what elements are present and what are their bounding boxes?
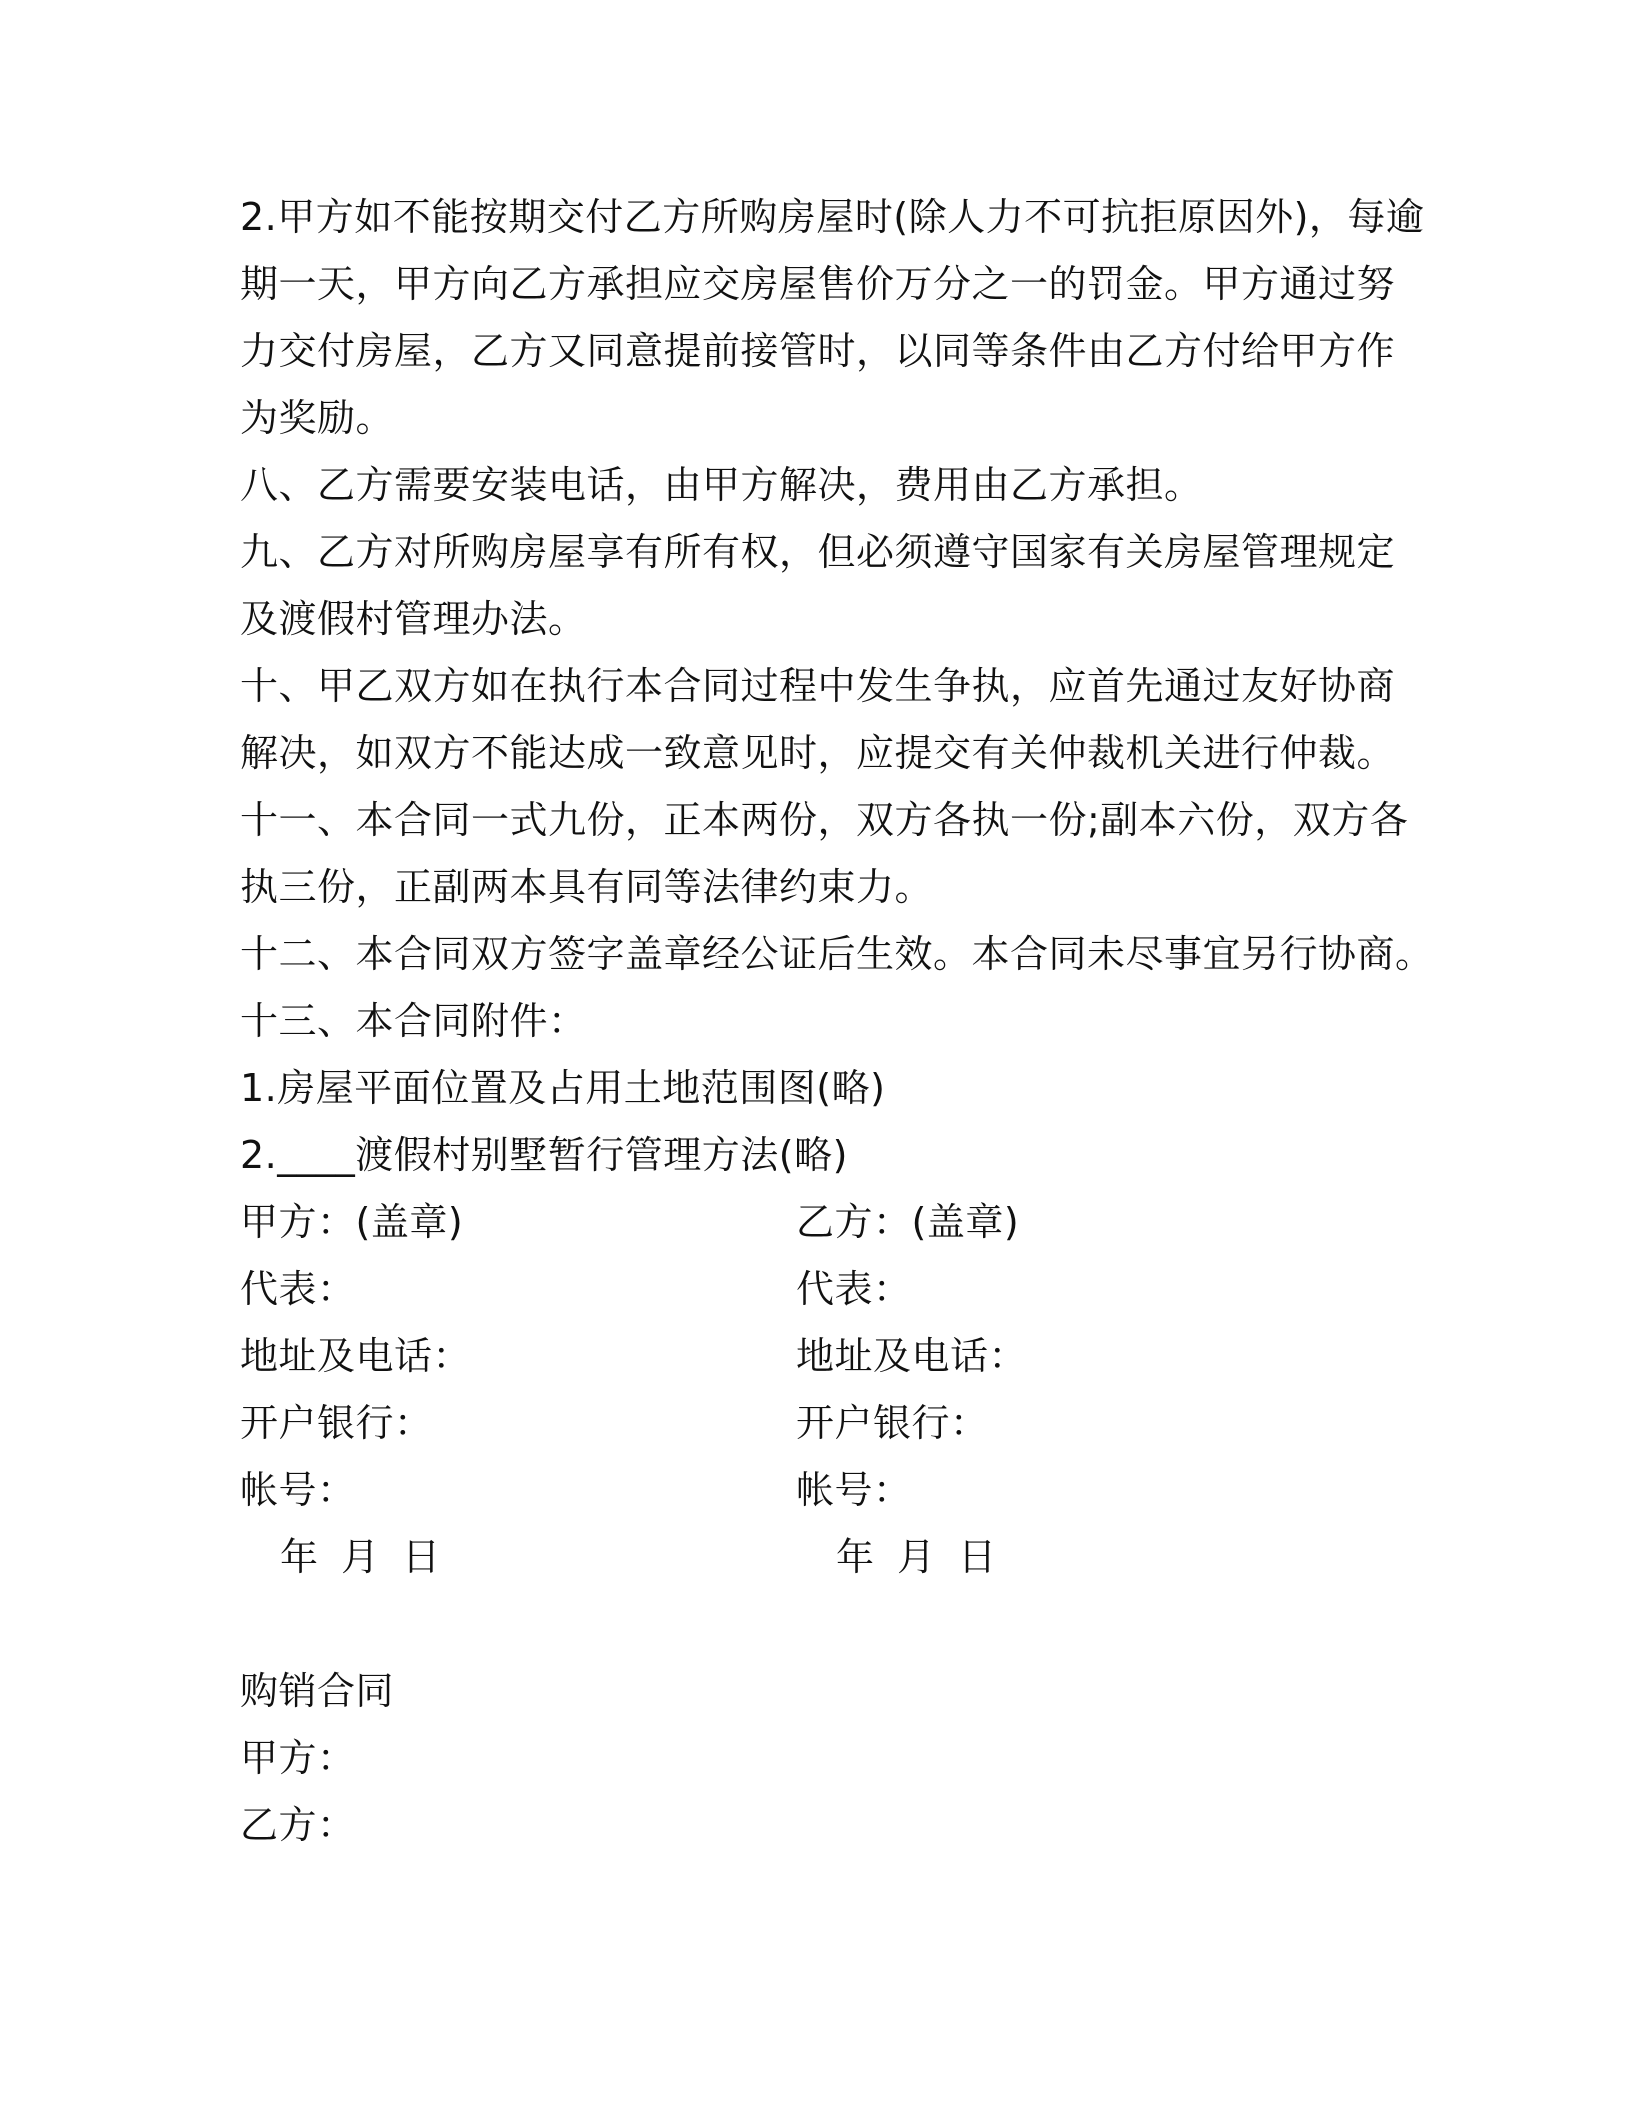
clause-11-cont: 执三份，正副两本具有同等法律约束力。 [240, 865, 934, 909]
party-b-representative: 代表： [796, 1267, 912, 1311]
signature-address-row [240, 1323, 1390, 1390]
section-spacer [240, 1591, 1390, 1658]
party-b-account: 帐号： [796, 1468, 912, 1512]
clause-9-cont: 及渡假村管理办法。 [240, 597, 587, 641]
clause-10: 十、甲乙双方如在执行本合同过程中发生争执，应首先通过友好协商 [240, 664, 1396, 708]
signature-date-row [240, 1524, 1390, 1591]
party-b-date: 年 月 日 [836, 1535, 997, 1579]
signature-account-row [240, 1457, 1390, 1524]
party-a-representative: 代表： [240, 1267, 356, 1311]
party-b-address-phone: 地址及电话： [796, 1334, 1028, 1378]
paragraph-line: 为奖励。 [240, 396, 395, 440]
next-contract-party-a: 甲方： [240, 1736, 356, 1780]
party-a-seal: 甲方：(盖章) [240, 1200, 464, 1244]
clause-13: 十三、本合同附件： [240, 999, 587, 1043]
clause-11: 十一、本合同一式九份，正本两份，双方各执一份;副本六份，双方各 [240, 798, 1409, 842]
party-a-date: 年 月 日 [280, 1535, 441, 1579]
paragraph-line: 期一天，甲方向乙方承担应交房屋售价万分之一的罚金。甲方通过努 [240, 262, 1396, 306]
party-a-address-phone: 地址及电话： [240, 1334, 472, 1378]
next-contract-party-b: 乙方： [240, 1803, 356, 1847]
clause-10-cont: 解决，如双方不能达成一致意见时，应提交有关仲裁机关进行仲裁。 [240, 731, 1396, 775]
clause-8: 八、乙方需要安装电话，由甲方解决，费用由乙方承担。 [240, 463, 1203, 507]
paragraph-line: 2.甲方如不能按期交付乙方所购房屋时(除人力不可抗拒原因外)，每逾 [240, 195, 1425, 239]
signature-seal-row [240, 1189, 1390, 1256]
party-b-bank: 开户银行： [796, 1401, 989, 1445]
clause-9: 九、乙方对所购房屋享有所有权，但必须遵守国家有关房屋管理规定 [240, 530, 1396, 574]
attachment-1: 1.房屋平面位置及占用土地范围图(略) [240, 1066, 886, 1110]
paragraph-line: 力交付房屋，乙方又同意提前接管时，以同等条件由乙方付给甲方作 [240, 329, 1396, 373]
next-contract-title: 购销合同 [240, 1669, 395, 1713]
document-body [240, 184, 1434, 1859]
party-b-seal: 乙方：(盖章) [796, 1200, 1020, 1244]
party-a-account: 帐号： [240, 1468, 356, 1512]
party-a-bank: 开户银行： [240, 1401, 433, 1445]
clause-12: 十二、本合同双方签字盖章经公证后生效。本合同未尽事宜另行协商。 [240, 932, 1434, 976]
signature-representative-row [240, 1256, 1390, 1323]
signature-bank-row [240, 1390, 1390, 1457]
attachment-2: 2.____渡假村别墅暂行管理方法(略) [240, 1133, 848, 1177]
